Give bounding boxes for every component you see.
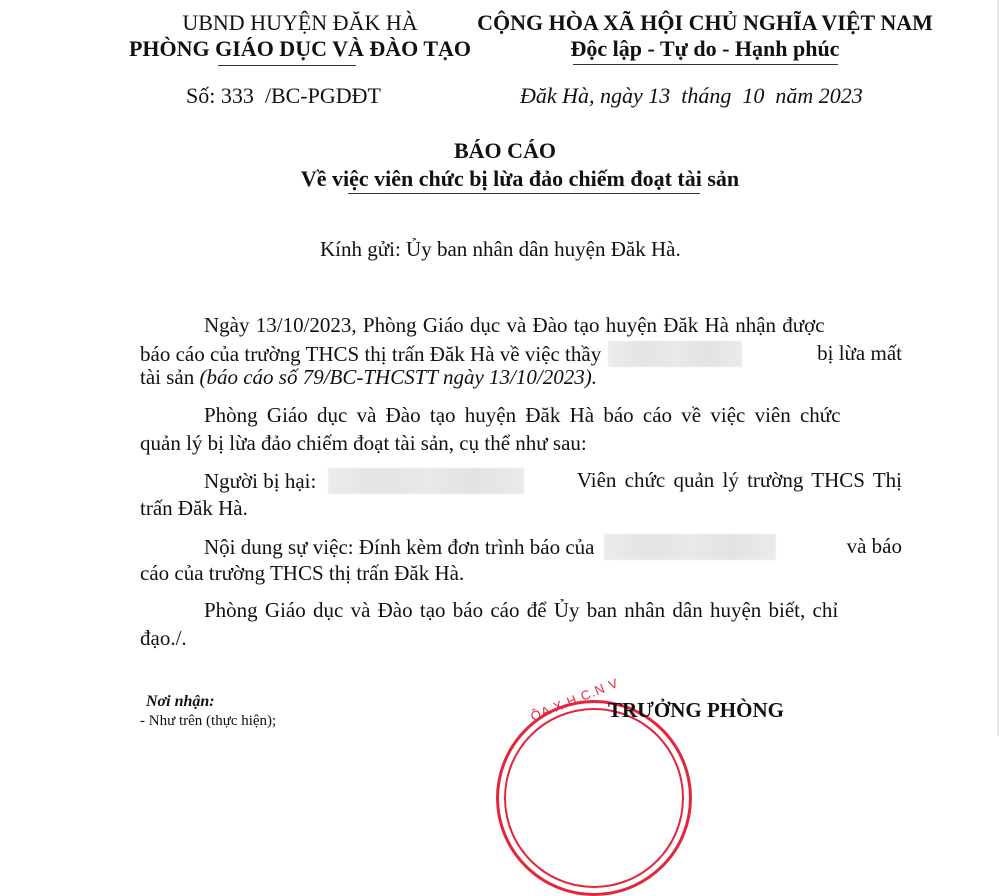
subtitle-underline bbox=[348, 193, 700, 194]
paragraph-4-line-1-end: và báo bbox=[846, 534, 902, 558]
reference-citation: (báo cáo số 79/BC-THCSTT ngày 13/10/2023). bbox=[199, 365, 597, 389]
document-subtitle: Về việc viên chức bị lừa đảo chiếm đoạt tài sản bbox=[300, 166, 740, 191]
paragraph-4-line-1 bbox=[204, 534, 902, 560]
paragraph-1-line-2 bbox=[140, 341, 902, 367]
paragraph-1-line-2-end: bị lừa mất bbox=[817, 341, 902, 365]
left-header-underline bbox=[218, 65, 356, 66]
seal-text: ỘA X.H.C.N V bbox=[528, 675, 621, 724]
redacted-name bbox=[608, 341, 742, 367]
document-title: BÁO CÁO bbox=[453, 138, 557, 163]
motto: Độc lập - Tự do - Hạnh phúc bbox=[570, 36, 840, 61]
issuing-department: PHÒNG GIÁO DỤC VÀ ĐÀO TẠO bbox=[128, 36, 472, 61]
recipients-label: Nơi nhận: bbox=[146, 693, 215, 710]
paragraph-1-line-2-text: báo cáo của trường THCS thị trấn Đăk Hà về việc thầy bbox=[140, 342, 602, 366]
recipient-item: - Như trên (thực hiện); bbox=[140, 713, 277, 729]
paragraph-2-line-2: quản lý bị lừa đảo chiếm đoạt tài sản, cụ thể như sau: bbox=[140, 431, 587, 455]
country-name: CỘNG HÒA XÃ HỘI CHỦ NGHĨA VIỆT NAM bbox=[477, 10, 933, 35]
document-date: Đăk Hà, ngày 13 tháng 10 năm 2023 bbox=[520, 83, 863, 108]
paragraph-4-line-2: cáo của trường THCS thị trấn Đăk Hà. bbox=[140, 561, 465, 585]
paragraph-1-line-1: Ngày 13/10/2023, Phòng Giáo dục và Đào tạo huyện Đăk Hà nhận được bbox=[204, 313, 825, 337]
redacted-victim-name bbox=[328, 468, 524, 494]
paragraph-3-line-2: trấn Đăk Hà. bbox=[140, 496, 248, 520]
motto-underline bbox=[573, 64, 838, 65]
victim-label: Người bị hại: bbox=[204, 469, 317, 493]
incident-content-label: Nội dung sự việc: Đính kèm đơn trình báo của bbox=[204, 535, 595, 559]
paragraph-5-line-1: Phòng Giáo dục và Đào tạo báo cáo để Ủy ban nhân dân huyện biết, chỉ bbox=[204, 598, 839, 622]
redacted-reporter-name bbox=[604, 534, 776, 560]
paragraph-2-line-1: Phòng Giáo dục và Đào tạo huyện Đăk Hà báo cáo về việc viên chức bbox=[204, 403, 841, 427]
official-seal bbox=[496, 700, 692, 896]
paragraph-1-line-3 bbox=[140, 365, 597, 390]
document-number: Số: 333 /BC-PGDĐT bbox=[186, 83, 381, 108]
paragraph-1-line-3-text: tài sản bbox=[140, 365, 200, 389]
victim-description: Viên chức quản lý trường THCS Thị bbox=[576, 468, 902, 492]
paragraph-3-line-1 bbox=[204, 468, 902, 494]
issuing-authority: UBND HUYỆN ĐĂK HÀ bbox=[182, 10, 418, 35]
paragraph-5-line-2: đạo./. bbox=[140, 626, 187, 650]
signer-title: TRƯỞNG PHÒNG bbox=[608, 698, 784, 722]
addressee: Kính gửi: Ủy ban nhân dân huyện Đăk Hà. bbox=[320, 237, 681, 261]
